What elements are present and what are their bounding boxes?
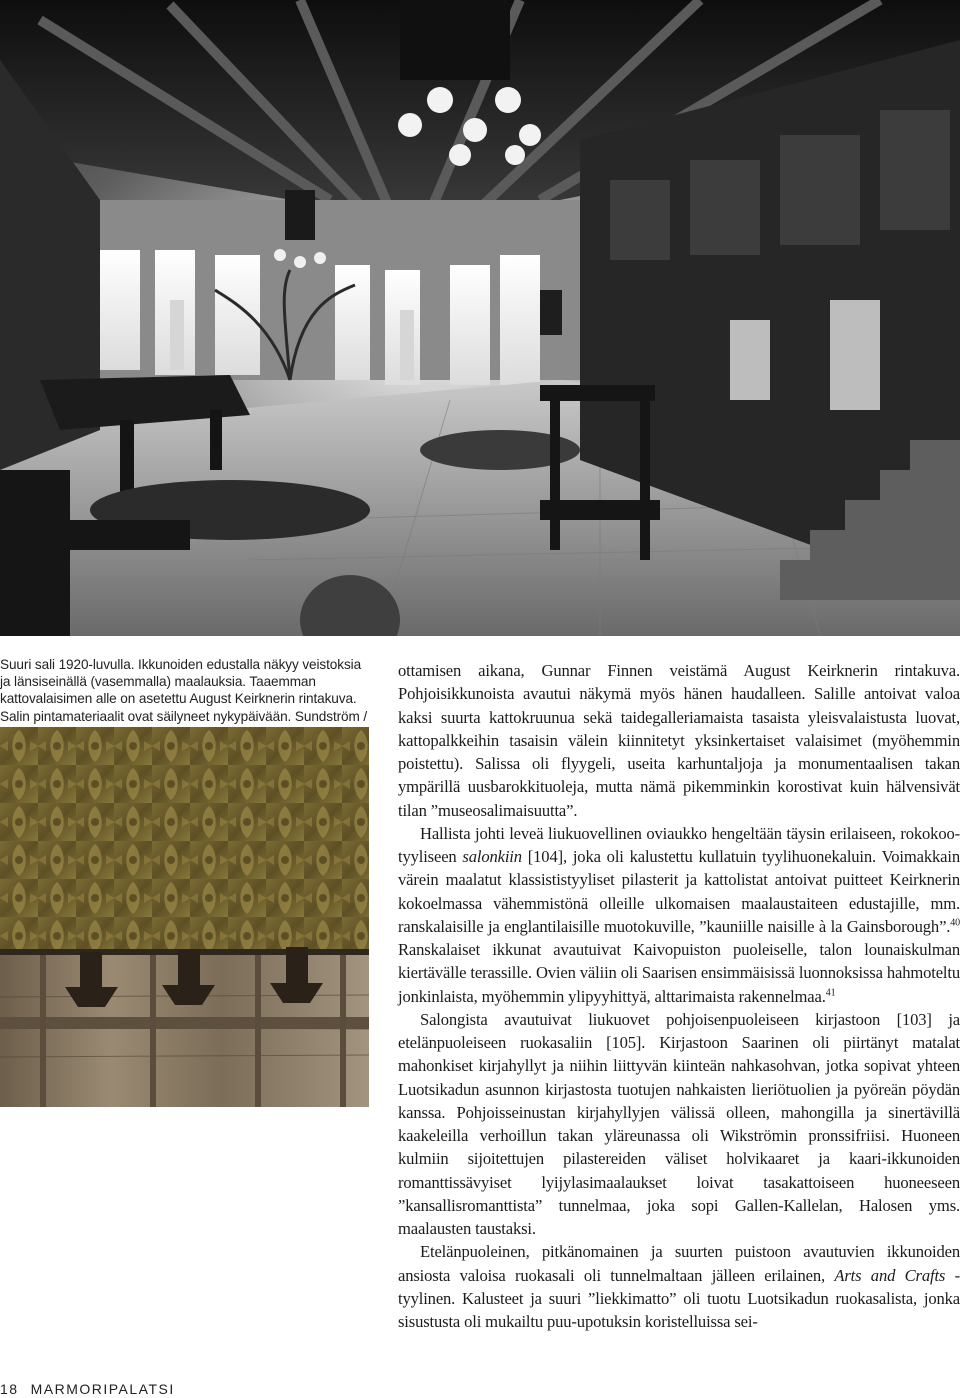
page-footer: [0, 1381, 175, 1397]
section-title: MARMORIPALATSI: [30, 1381, 175, 1397]
paragraph-2-part-c: Ranskalaiset ikkunat avautuivat Kaivopuiston puoleiselle, talon lounaiskulman kiertävälle terassille. Ovien väliin oli Saarisen ensimmäisissä luonnoksissa hahmoteltu jonkinlaista, myöhemmin ylipyyhittyä, alttarimaista rakennelmaa.: [398, 940, 960, 1006]
paragraph-2-emphasis: salonkiin: [462, 847, 522, 866]
article-body: [398, 659, 960, 1333]
paragraph-2-part-b: [104], joka oli kalustettu kullatuin tyylihuonekaluin. Voimakkain värein maalatut klassististyyliset pilasterit ja kattolistat antoivat puitteet Keirknerin kokoelmassa vähemmistönä olleille ulkomaisen maalaustaiteen edustajille, mm. ranskalaisille ja englantilaisille muotokuville, ”kauniille naisille à la Gainsborough”.: [398, 847, 960, 936]
hall-photo-illustration: [0, 0, 960, 636]
paragraph-4-emphasis: Arts and Crafts: [834, 1265, 946, 1285]
hall-photograph: [0, 0, 960, 636]
footnote-ref-40: 40: [950, 917, 960, 929]
paragraph-3: Salongista avautuivat liukuovet pohjoisenpuoleiseen kirjastoon [103] ja etelänpuoleiseen ruokasaliin [105]. Kirjastoon Saarinen oli piirtänyt matalat mahonkiset kirjahyllyt ja niihin liittyvän kiinteän nahkasohvan, jotka sopivat yhteen Luotsikadun asunnon kirjastosta tuotujen nahkaisten lieriötuolien ja pyöreän pöydän kanssa. Pohjoisseinustan kirjahyllyjen välissä olleen, mahongilla ja sinertävillä kaakeleilla verhoillun takan yläreunassa oli Wikströmin pronssifriisi. Huoneen kulmiin sijoitettujen pilastereiden väliset holvikaaret ja kaari-ikkunoiden romanttissävyiset lyijylasimaalaukset loivat tasakattoiseen huoneeseen ”kansallisromanttista” tunnelmaa, joka sopi Gallen-Kallelan, Halosen yms. maalausten taustaksi.: [398, 1009, 960, 1238]
paragraph-4: [398, 1240, 960, 1333]
paragraph-4-part-a: Etelänpuoleinen, pitkänomainen ja suurten puistoon avautuvien ikkunoiden ansiosta valoisa ruokasali oli tunnelmaltaan jälleen erilainen,: [398, 1242, 960, 1285]
paragraph-4-part-b: -tyylinen. Kalusteet ja suuri ”liekkimatto” oli tuotu Luotsikadun ruokasalista, jonka sisustusta oli mukailtu puu-upotuksin koristelluissa sei-: [398, 1265, 960, 1331]
footnote-ref-41: 41: [825, 986, 836, 998]
paragraph-2-part-a: Hallista johti leveä liukuovellinen oviaukko hengeltään täysin erilaiseen, rokokoo-tyyliseen: [398, 823, 960, 866]
wall-detail-illustration: [0, 727, 369, 1107]
paragraph-2: [398, 822, 960, 1008]
wall-detail-photograph: [0, 727, 369, 1107]
photo-credit: Sundström /: [294, 708, 368, 724]
caption-text: Suuri sali 1920-luvulla. Ikkunoiden edustalla näkyy veistoksia ja länsiseinällä (vasemmalla) maalauksia. Taaemman kattovalaisimen alle on asetettu August Keirknerin rintakuva. Salin pintamateriaalit ovat säilyneet nykypäivään.: [0, 657, 362, 724]
page-number: 18: [0, 1381, 19, 1397]
paragraph-1: ottamisen aikana, Gunnar Finnen veistämä August Keirknerin rintakuva. Pohjoisikkunoista avautui näkymä myös hänen haudalleen. Salille antoivat valoa kaksi suurta kattokruunua sekä taidegalleriamaista tasaista yleisvalaistusta luovat, kattopalkkeihin tasaisin välein kiinnitetyt yksinkertaiset valaisimet (myöhemmin poistettu). Salissa oli flyygeli, useita karhuntaljoja ja monumentaalisen takan ympärillä uusbarokkituoleja, mutta nämä pikemminkin korostivat kuin hälvensivät tilan ”museosalimaisuutta”.: [398, 661, 960, 820]
